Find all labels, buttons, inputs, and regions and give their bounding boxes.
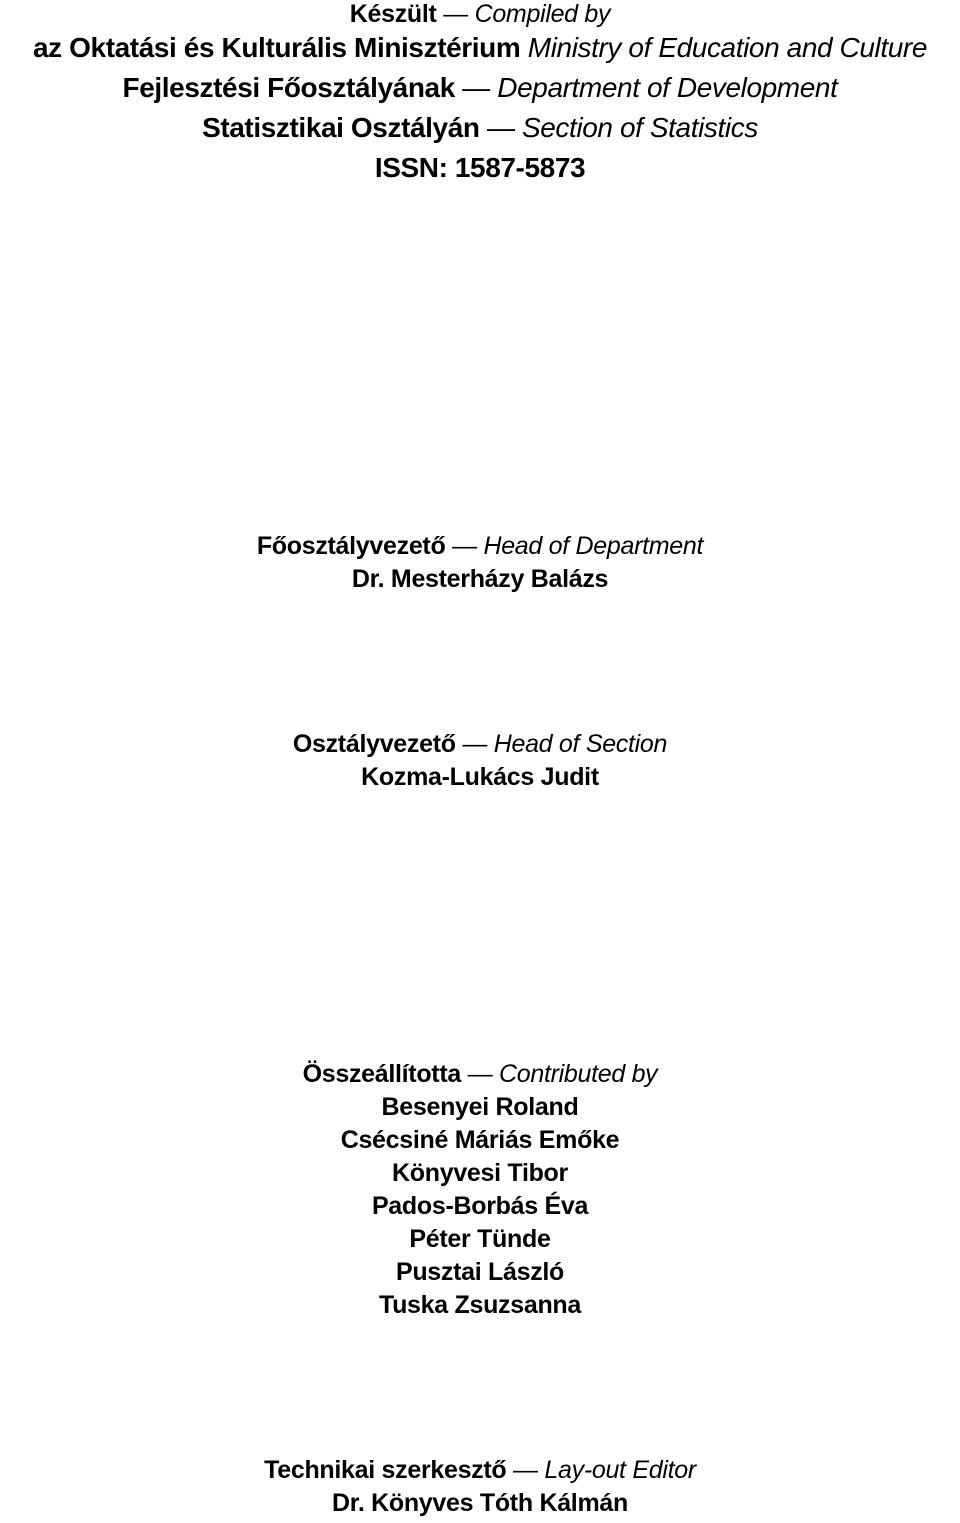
contributor-name: Könyvesi Tibor bbox=[392, 1159, 568, 1187]
contributors-role bbox=[0, 1062, 960, 1087]
head-of-section-role bbox=[0, 732, 960, 757]
contributor-name: Péter Tünde bbox=[409, 1225, 551, 1253]
layout-editor-en: Lay-out Editor bbox=[544, 1456, 696, 1484]
contributors-en: Contributed by bbox=[498, 1060, 658, 1088]
compiled-by-en: Compiled by bbox=[474, 0, 611, 28]
issn: ISSN: 1587-5873 bbox=[374, 152, 586, 183]
contributor-name: Pados-Borbás Éva bbox=[371, 1192, 589, 1220]
head-of-department-name: Dr. Mesterházy Balázs bbox=[351, 565, 609, 593]
head-of-department-role bbox=[0, 534, 960, 559]
section-dash: — bbox=[486, 112, 515, 143]
head-of-department-en: Head of Department bbox=[483, 532, 704, 560]
section-en: Section of Statistics bbox=[521, 112, 758, 143]
contributors-hu: Összeállította bbox=[302, 1060, 461, 1088]
layout-editor-role bbox=[0, 1458, 960, 1483]
compiled-by-dash: — bbox=[443, 0, 468, 28]
layout-editor-hu: Technikai szerkesztő bbox=[264, 1456, 507, 1484]
contributor-name: Tuska Zsuzsanna bbox=[378, 1291, 582, 1319]
ministry-line bbox=[0, 34, 960, 62]
department-dash: — bbox=[462, 72, 490, 103]
section-hu: Statisztikai Osztályán bbox=[202, 112, 480, 143]
compiled-by-line bbox=[0, 2, 960, 27]
department-line bbox=[0, 74, 960, 102]
head-of-department-dash: — bbox=[452, 532, 477, 560]
contributors-dash: — bbox=[467, 1060, 493, 1088]
section-line bbox=[0, 114, 960, 142]
head-of-section-hu: Osztályvezető bbox=[292, 730, 456, 758]
contributor-name: Pusztai László bbox=[395, 1258, 565, 1286]
compiled-by-hu: Készült bbox=[349, 0, 437, 28]
ministry-en: Ministry of Education and Culture bbox=[527, 32, 928, 63]
contributor-name: Besenyei Roland bbox=[381, 1093, 579, 1121]
head-of-department-hu: Főosztályvezető bbox=[256, 532, 446, 560]
head-of-section-name: Kozma-Lukács Judit bbox=[361, 763, 599, 791]
ministry-hu: az Oktatási és Kulturális Minisztérium bbox=[32, 32, 521, 63]
layout-editor-name: Dr. Könyves Tóth Kálmán bbox=[332, 1489, 628, 1517]
head-of-section-en: Head of Section bbox=[493, 730, 668, 758]
department-hu: Fejlesztési Főosztályának bbox=[122, 72, 455, 103]
head-of-section-dash: — bbox=[462, 730, 488, 758]
department-en: Department of Development bbox=[497, 72, 838, 103]
contributor-name: Csécsiné Máriás Emőke bbox=[340, 1126, 620, 1154]
layout-editor-dash: — bbox=[513, 1456, 538, 1484]
